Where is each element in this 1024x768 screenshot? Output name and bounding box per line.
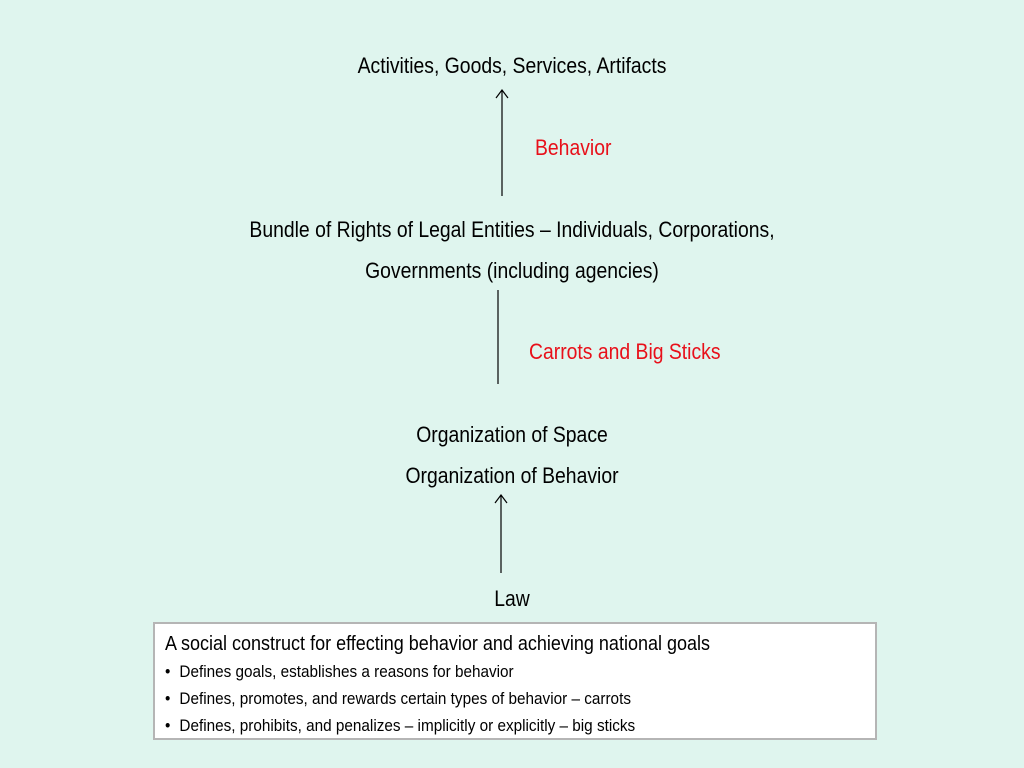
node-organization-of-space: [61, 415, 962, 455]
definition-item: [165, 712, 795, 739]
carrots-label: [529, 337, 721, 367]
node-organization-of-behavior: [61, 456, 962, 496]
node-law-text: Law: [494, 586, 530, 611]
carrots-label-text: Carrots and Big Sticks: [529, 339, 721, 364]
behavior-label: [535, 133, 611, 163]
arrow-up-law: [491, 493, 511, 575]
node-rights-line1: Bundle of Rights of Legal Entities – Individuals, Corporations,: [249, 217, 775, 242]
connector-carrots: [488, 290, 508, 386]
node-bundle-of-rights-cont: [61, 251, 962, 291]
node-law: [61, 579, 962, 619]
bullet-icon: •: [165, 689, 171, 708]
bullet-icon: •: [165, 662, 171, 681]
behavior-label-text: Behavior: [535, 135, 612, 160]
node-activities-text: Activities, Goods, Services, Artifacts: [357, 53, 667, 78]
node-activities-goods-services: [61, 46, 962, 86]
definition-item: [165, 685, 795, 712]
node-org-line1: Organization of Space: [416, 422, 608, 447]
arrow-up-behavior: [492, 88, 512, 198]
definition-item-text: Defines, promotes, and rewards certain types of behavior – carrots: [179, 689, 631, 708]
definition-list: [165, 658, 865, 739]
node-bundle-of-rights: [61, 210, 962, 250]
definition-heading: A social construct for effecting behavior and achieving national goals: [165, 633, 711, 655]
node-org-line2: Organization of Behavior: [405, 463, 619, 488]
node-rights-line2: Governments (including agencies): [365, 258, 659, 283]
definition-item-text: Defines goals, establishes a reasons for behavior: [179, 662, 514, 681]
law-definition-box: [153, 622, 877, 740]
definition-item-text: Defines, prohibits, and penalizes – implicitly or explicitly – big sticks: [179, 716, 636, 735]
definition-item: [165, 658, 795, 685]
bullet-icon: •: [165, 716, 171, 735]
